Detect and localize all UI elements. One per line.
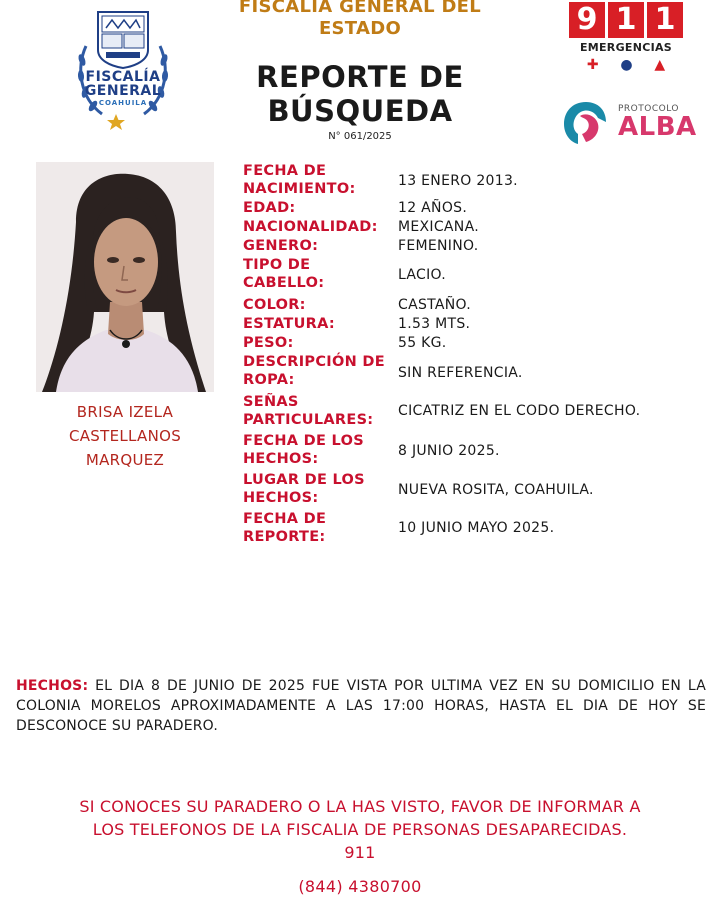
alba-big-label: ALBA xyxy=(618,112,697,142)
digit-9: 9 xyxy=(569,2,605,38)
report-date-label-line1: FECHA DE xyxy=(243,511,327,527)
gender-label: GENERO: xyxy=(243,238,319,254)
clothing-label-line1: DESCRIPCIÓN DE xyxy=(243,354,385,370)
contact-phone: (844) 4380700 xyxy=(298,877,422,896)
digit-1b: 1 xyxy=(647,2,683,38)
protocolo-alba-logo xyxy=(562,98,697,150)
weight-value: 55 KG. xyxy=(398,335,447,351)
event-date-label-line2: HECHOS: xyxy=(243,451,319,467)
fiscalia-logo xyxy=(68,6,178,130)
clothing-label xyxy=(243,353,385,389)
missing-person-photo xyxy=(36,162,214,392)
hechos-paragraph xyxy=(16,676,706,736)
event-place-label-line1: LUGAR DE LOS xyxy=(243,472,365,488)
birth-label xyxy=(243,162,356,198)
event-place-label xyxy=(243,471,365,507)
name-line3: MARQUEZ xyxy=(85,451,165,469)
birth-label-line2: NACIMIENTO: xyxy=(243,181,356,197)
title-line1: REPORTE DE xyxy=(256,60,464,94)
hair-value: LACIO. xyxy=(398,267,447,283)
name-line1: BRISA IZELA xyxy=(76,403,174,421)
digit-1: 1 xyxy=(608,2,644,38)
age-label: EDAD: xyxy=(243,200,296,216)
clothing-value: SIN REFERENCIA. xyxy=(398,365,523,381)
marks-label-line1: SEÑAS xyxy=(243,394,299,410)
marks-label-line2: PARTICULARES: xyxy=(243,412,374,428)
alba-head-icon xyxy=(562,98,610,146)
hair-label-line1: TIPO DE xyxy=(243,257,311,273)
call-to-action xyxy=(20,795,700,864)
clothing-label-line2: ROPA: xyxy=(243,372,295,388)
nationality-label: NACIONALIDAD: xyxy=(243,219,378,235)
call-line3: 911 xyxy=(344,843,376,862)
police-cap-icon: ● xyxy=(620,57,633,73)
event-date-value: 8 JUNIO 2025. xyxy=(398,443,500,459)
fiscalia-logo-line2: GENERAL xyxy=(84,83,162,99)
marks-value: CICATRIZ EN EL CODO DERECHO. xyxy=(398,403,641,419)
event-date-label xyxy=(243,432,364,468)
report-date-label xyxy=(243,510,326,546)
report-number: N° 061/2025 xyxy=(328,131,392,142)
hair-label-line2: CABELLO: xyxy=(243,275,325,291)
page-title xyxy=(210,60,510,128)
color-value: CASTAÑO. xyxy=(398,297,472,313)
title-line2: BÚSQUEDA xyxy=(267,94,453,128)
event-place-value: NUEVA ROSITA, COAHUILA. xyxy=(398,482,594,498)
fiscalia-logo-line3: COAHUILA xyxy=(98,99,148,107)
emergencias-label: EMERGENCIAS xyxy=(579,41,673,54)
age-value: 12 AÑOS. xyxy=(398,200,468,216)
hechos-text: EL DIA 8 DE JUNIO DE 2025 FUE VISTA POR ULTIMA VEZ EN SU DOMICILIO EN LA COLONIA MORELOS APROXIMADAMENTE A LAS 17:00 HORAS, HASTA EL DIA DE HOY SE DESCONOCE SU PARADERO. xyxy=(16,678,706,734)
agency-line2: ESTADO xyxy=(318,18,402,39)
digits-911 xyxy=(566,2,686,38)
alba-small-label: PROTOCOLO xyxy=(618,104,679,114)
fiscalia-logo-line1: FISCALÍA xyxy=(85,69,161,85)
nationality-value: MEXICANA. xyxy=(398,219,479,235)
color-label: COLOR: xyxy=(243,297,306,313)
portrait-image xyxy=(36,162,214,392)
emergency-911-logo xyxy=(566,2,686,90)
hair-label xyxy=(243,256,324,292)
event-place-label-line2: HECHOS: xyxy=(243,490,319,506)
height-label: ESTATURA: xyxy=(243,316,336,332)
emergency-icons xyxy=(566,57,686,73)
gender-value: FEMENINO. xyxy=(398,238,479,254)
name-line2: CASTELLANOS xyxy=(68,427,182,445)
event-date-label-line1: FECHA DE LOS xyxy=(243,433,364,449)
birth-value: 13 ENERO 2013. xyxy=(398,173,518,189)
state-shield-icon xyxy=(68,6,178,130)
weight-label: PESO: xyxy=(243,335,294,351)
marks-label xyxy=(243,393,373,429)
agency-name xyxy=(210,0,510,40)
hechos-label: HECHOS: xyxy=(16,678,89,694)
report-date-label-line2: REPORTE: xyxy=(243,529,326,545)
fire-icon: ▲ xyxy=(654,57,666,73)
report-date-value: 10 JUNIO MAYO 2025. xyxy=(398,520,555,536)
call-line2: LOS TELEFONOS DE LA FISCALIA DE PERSONAS DESAPARECIDAS. xyxy=(92,820,628,839)
height-value: 1.53 MTS. xyxy=(398,316,471,332)
call-line1: SI CONOCES SU PARADERO O LA HAS VISTO, FAVOR DE INFORMAR A xyxy=(79,797,641,816)
medical-cross-icon: ✚ xyxy=(586,57,599,73)
agency-line1: FISCALIA GENERAL DEL xyxy=(238,0,482,17)
missing-person-name xyxy=(36,400,214,472)
birth-label-line1: FECHA DE xyxy=(243,163,327,179)
